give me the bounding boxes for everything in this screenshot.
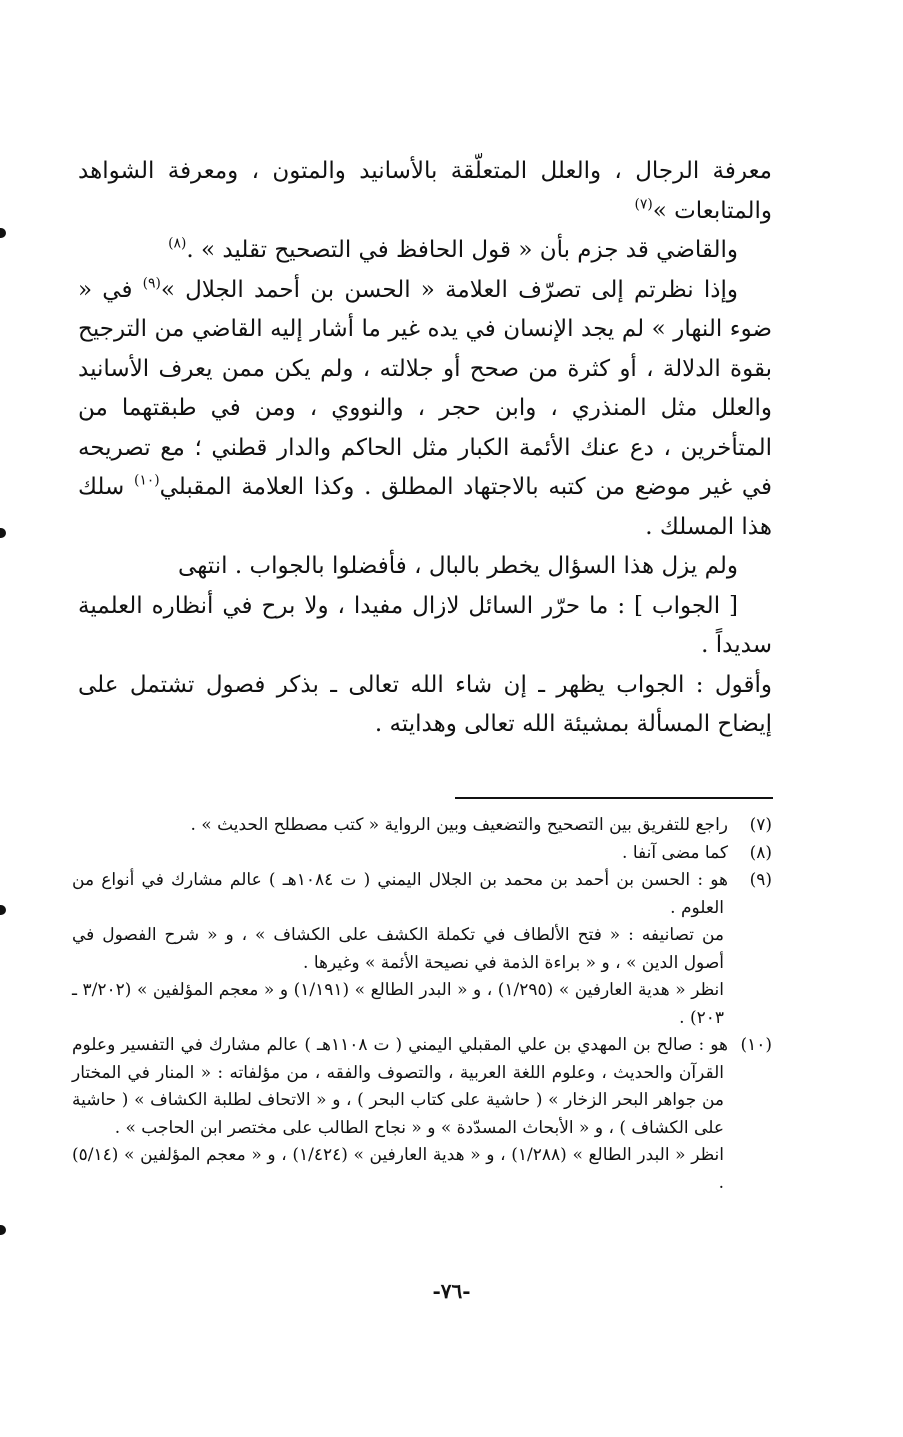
paragraph-2-text: والقاضي قد جزم بأن « قول الحافظ في التصحيح تقليد » . <box>186 237 738 263</box>
footnote-number: (١٠) <box>740 1035 772 1055</box>
footnote-number: (٨) <box>749 842 772 863</box>
footnote-number: (٧) <box>749 815 772 835</box>
footnote-text: راجع للتفريق بين التصحيح والتضعيف وبين الرواية « كتب مصطلح الحديث » . <box>190 815 728 835</box>
paragraph-1 <box>78 152 772 231</box>
paragraph-3 <box>78 271 772 548</box>
paragraph-5: [ الجواب ] : ما حرّر السائل لازال مفيدا ، ولا برح في أنظاره العلمية سديداً . <box>78 592 772 658</box>
paragraph-2 <box>78 231 772 271</box>
footnote-9 <box>72 867 772 1032</box>
paragraph-4: ولم يزل هذا السؤال يخطر بالبال ، فأفضلوا بالجواب . انتهى <box>178 553 738 579</box>
paragraph-6: وأقول : الجواب يظهر ـ إن شاء الله تعالى ـ بذكر فصول تشتمل على إيضاح المسألة بمشيئة الله تعالى وهدايته . <box>78 671 772 737</box>
paragraph-3-text-b: في « ضوء النهار » لم يجد الإنسان في يده غير ما أشار إليه القاضي من الترجيح بقوة الدلالة ، أو كثرة من صحح أو جلالته ، ولم يكن ممن يعرف الأسانيد والعلل مثل المنذري ، وابن حجر ، والنووي ، ومن في طبقتهما من المتأخرين ، دع عنك الأئمة الكبار مثل الحاكم والدار قطني ؛ مع تصريحه في غير موضع من كتبه بالاجتهاد المطلق . وكذا العلامة المقبلي <box>78 276 772 500</box>
footnote-ref-8[interactable]: (٨) <box>168 235 187 252</box>
footnote-text-cont: من تصانيفه : « فتح الألطاف في تكملة الكشف على الكشاف » ، و « شرح الفصول في أصول الدين » ، و « براءة الذمة في نصيحة الأئمة » وغيرها . <box>72 925 724 973</box>
footnote-7 <box>72 812 772 840</box>
main-text <box>78 152 772 745</box>
paragraph-3-text-c: سلك هذا المسلك . <box>78 474 772 540</box>
footnote-number: (٩) <box>749 870 773 890</box>
scan-edge-mark <box>0 528 6 538</box>
footnote-ref-10[interactable]: (١٠) <box>133 472 160 489</box>
footnote-ref-9[interactable]: (٩) <box>142 274 161 291</box>
footnote-text: هو : الحسن بن أحمد بن محمد بن الجلال اليمني ( ت ١٠٨٤هـ ) عالم مشارك في أنواع من العلوم . <box>72 870 729 918</box>
footnote-sources: انظر « البدر الطالع » (١/٢٨٨) ، و « هدية العارفين » (١/٤٢٤) ، و « معجم المؤلفين » (٥/١٤) . <box>72 1145 725 1193</box>
scan-edge-mark <box>0 1225 6 1235</box>
footnote-ref-7[interactable]: (٧) <box>634 195 653 212</box>
scan-edge-mark <box>0 905 6 915</box>
footnote-text: هو : صالح بن المهدي بن علي المقبلي اليمني ( ت ١١٠٨هـ ) عالم مشارك في التفسير وعلوم القرآن والحديث ، وعلوم اللغة العربية ، والتصوف والفقه ، من مؤلفاته : « المنار في المختار من جواهر البحر الزخار » ( حاشية على كتاب البحر ) ، و « الاتحاف لطلبة الكشاف » ( حاشية على الكشاف ) ، و « الأبحاث المسدّدة » و « نجاح الطالب على مختصر ابن الحاجب » . <box>72 1035 728 1138</box>
footnote-10 <box>72 1032 772 1197</box>
paragraph-3-text-a: وإذا نظرتم إلى تصرّف العلامة « الحسن بن أحمد الجلال » <box>160 276 738 303</box>
scan-edge-mark <box>0 228 6 238</box>
footnote-sources: انظر « هدية العارفين » (١/٢٩٥) ، و « البدر الطالع » (١/١٩١) و « معجم المؤلفين » (٣/٢٠٢ ـ ٢٠٣) . <box>72 980 724 1028</box>
footnote-text: كما مضى آنفا . <box>622 842 728 863</box>
page-number: -٧٦- <box>432 1279 471 1303</box>
footnotes <box>72 812 772 1197</box>
footnote-divider <box>455 797 773 799</box>
paragraph-1-text: معرفة الرجال ، والعلل المتعلّقة بالأسانيد والمتون ، ومعرفة الشواهد والمتابعات » <box>78 158 772 224</box>
footnote-8 <box>72 840 772 868</box>
